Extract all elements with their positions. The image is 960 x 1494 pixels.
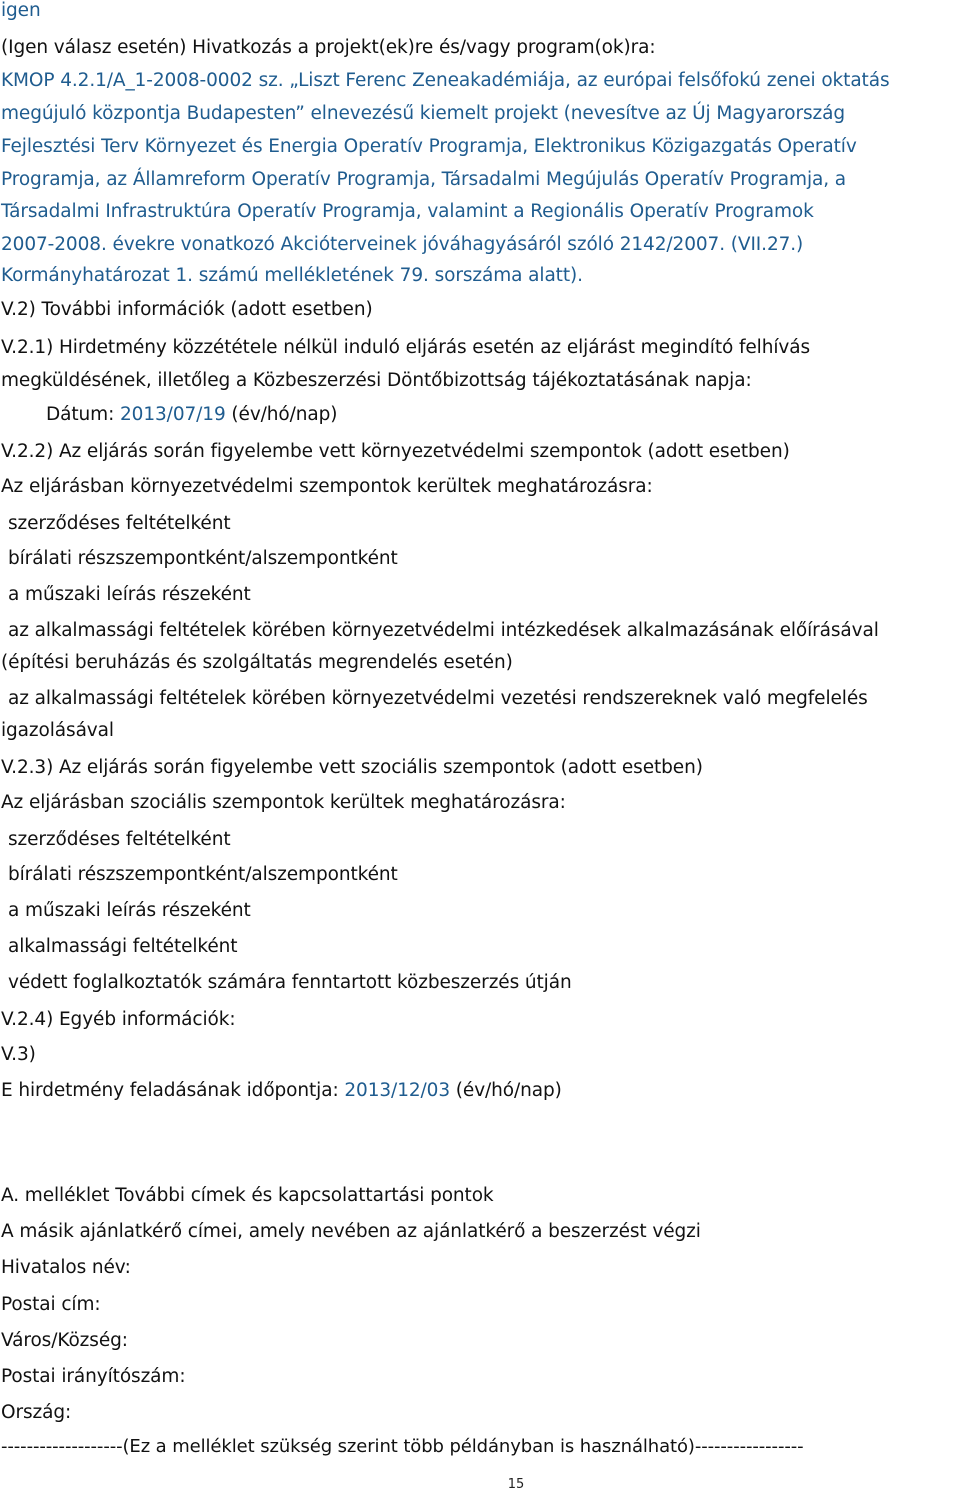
v3-heading: V.3): [1, 1044, 36, 1065]
annex-footer-note: -------------------(Ez a melléklet szükség szerint több példányban is használható)-----------------: [1, 1436, 804, 1457]
reference-heading: (Igen válasz esetén) Hivatkozás a projekt(ek)re és/vagy program(ok)ra:: [1, 37, 656, 58]
field-postal-code: Postai irányítószám:: [1, 1366, 186, 1387]
project-line: KMOP 4.2.1/A_1-2008-0002 sz. „Liszt Ferenc Zeneakadémiája, az európai felsőfokú zenei oktatás: [1, 70, 890, 91]
v22-item: az alkalmassági feltételek körében környezetvédelmi vezetési rendszereknek való megfelelés: [8, 688, 868, 709]
project-line: Fejlesztési Terv Környezet és Energia Operatív Programja, Elektronikus Közigazgatás Operatív: [1, 136, 857, 157]
field-country: Ország:: [1, 1402, 72, 1423]
v23-item: alkalmassági feltételként: [8, 936, 238, 957]
send-date-label: E hirdetmény feladásának időpontja:: [1, 1080, 339, 1101]
v23-heading: V.2.3) Az eljárás során figyelembe vett szociális szempontok (adott esetben): [1, 757, 703, 778]
field-city: Város/Község:: [1, 1330, 128, 1351]
project-line: megújuló központja Budapesten” elnevezésű kiemelt projekt (nevesítve az Új Magyarország: [1, 103, 846, 124]
v23-item: szerződéses feltételként: [8, 829, 231, 850]
date-format: (év/hó/nap): [231, 404, 338, 425]
field-official-name: Hivatalos név:: [1, 1257, 131, 1278]
v22-item: bírálati részszempontként/alszempontként: [8, 548, 398, 569]
v22-item: az alkalmassági feltételek körében környezetvédelmi intézkedések alkalmazásának előírásával: [8, 620, 879, 641]
project-line: 2007-2008. évekre vonatkozó Akcióterveinek jóváhagyásáról szóló 2142/2007. (VII.27.): [1, 234, 804, 255]
v22-item: igazolásával: [1, 720, 114, 741]
date-row: [46, 404, 337, 426]
v22-item: a műszaki leírás részeként: [8, 584, 251, 605]
v21-text-line: V.2.1) Hirdetmény közzététele nélkül induló eljárás esetén az eljárást megindító felhívás: [1, 337, 811, 358]
project-line: Kormányhatározat 1. számú mellékletének 79. sorszáma alatt).: [1, 265, 583, 286]
annex-subtitle: A másik ajánlatkérő címei, amely nevében az ajánlatkérő a beszerzést végzi: [1, 1221, 701, 1242]
send-date-row: [1, 1080, 562, 1102]
v23-item: bírálati részszempontként/alszempontként: [8, 864, 398, 885]
v24-heading: V.2.4) Egyéb információk:: [1, 1009, 236, 1030]
project-line: Programja, az Államreform Operatív Programja, Társadalmi Megújulás Operatív Programja, a: [1, 169, 847, 190]
v21-text-line: megküldésének, illetőleg a Közbeszerzési Döntőbizottság tájékoztatásának napja:: [1, 370, 752, 391]
section-v2-heading: V.2) További információk (adott esetben): [1, 299, 373, 320]
v22-intro: Az eljárásban környezetvédelmi szempontok kerültek meghatározásra:: [1, 476, 653, 497]
project-line: Társadalmi Infrastruktúra Operatív Programja, valamint a Regionális Operatív Programok: [1, 201, 814, 222]
send-date-format: (év/hó/nap): [455, 1080, 562, 1101]
v23-intro: Az eljárásban szociális szempontok kerültek meghatározásra:: [1, 792, 566, 813]
answer-value: igen: [1, 0, 41, 21]
v23-item: a műszaki leírás részeként: [8, 900, 251, 921]
date-value: 2013/07/19: [120, 404, 226, 425]
v23-item: védett foglalkoztatók számára fenntartott közbeszerzés útján: [8, 972, 572, 993]
send-date-value: 2013/12/03: [344, 1080, 451, 1101]
v22-item: (építési beruházás és szolgáltatás megrendelés esetén): [1, 652, 513, 673]
v22-item: szerződéses feltételként: [8, 513, 231, 534]
page-number: 15: [507, 1477, 525, 1492]
field-postal-address: Postai cím:: [1, 1294, 101, 1315]
v22-heading: V.2.2) Az eljárás során figyelembe vett környezetvédelmi szempontok (adott esetben): [1, 441, 790, 462]
annex-title: A. melléklet További címek és kapcsolattartási pontok: [1, 1185, 494, 1206]
date-label: Dátum:: [46, 404, 115, 425]
